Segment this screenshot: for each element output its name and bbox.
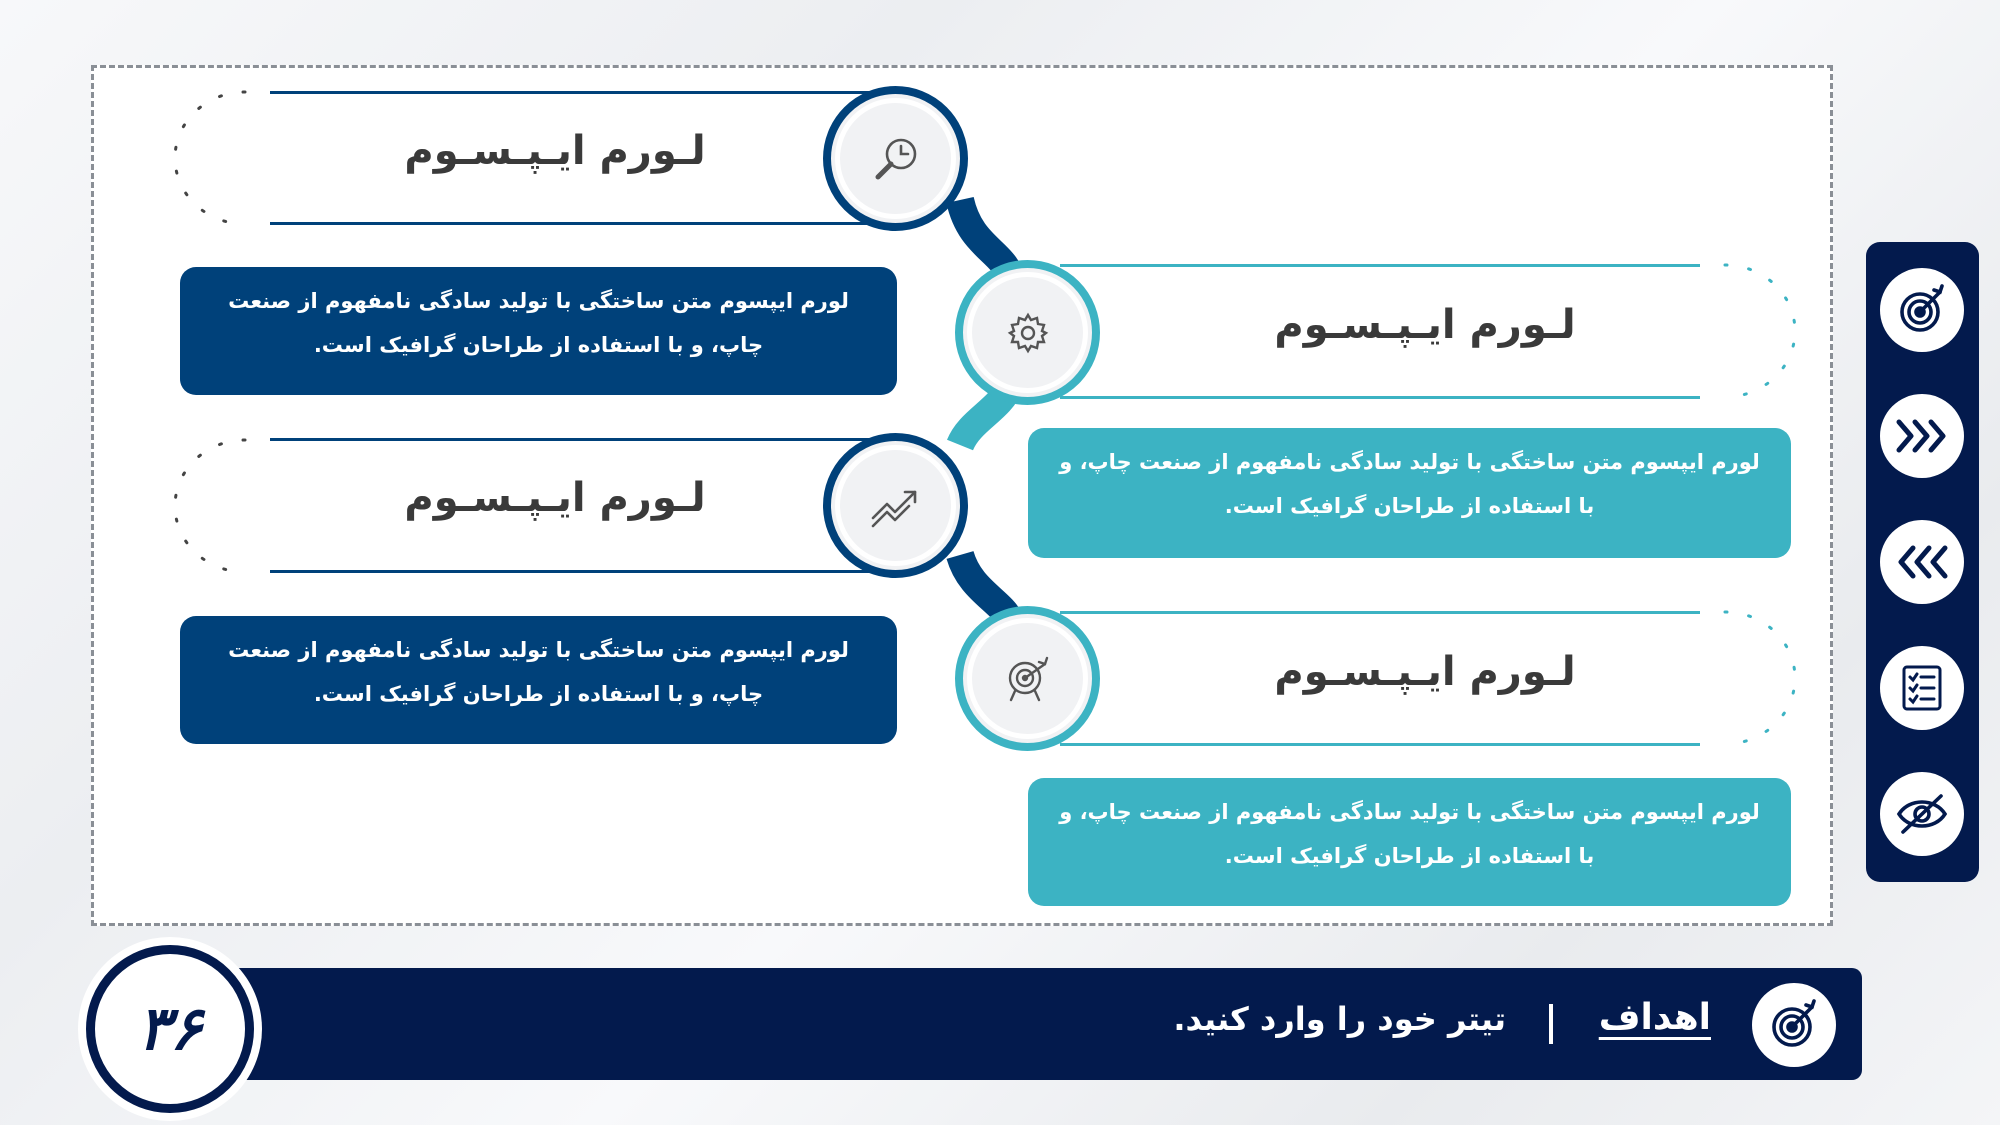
search-clock-icon — [870, 133, 922, 185]
item-3-icon-circle — [823, 433, 968, 578]
item-2-top-line — [1060, 264, 1700, 267]
sidebar-button-next[interactable] — [1880, 394, 1964, 478]
footer-separator — [1549, 1004, 1553, 1044]
eye-off-icon — [1895, 792, 1949, 836]
footer-section-link[interactable]: اهداف — [1598, 997, 1711, 1038]
item-2-bottom-line — [1060, 396, 1700, 399]
item-1-text: لورم ایپسوم متن ساختگی با تولید سادگی نامفهوم از صنعت چاپ، و با استفاده از طراحان گرافیک است. — [180, 267, 897, 395]
item-1-title: لـورم ایـپـسـوم — [404, 128, 706, 174]
page-number: ۳۶ — [137, 994, 203, 1064]
item-4-title: لـورم ایـپـسـوم — [1274, 649, 1576, 695]
item-2-text: لورم ایپسوم متن ساختگی با تولید سادگی نامفهوم از صنعت چاپ، و با استفاده از طراحان گرافیک است. — [1028, 428, 1791, 558]
sidebar-button-goals[interactable] — [1880, 268, 1964, 352]
item-4-bottom-line — [1060, 743, 1700, 746]
target-icon — [1003, 654, 1053, 704]
item-2-title: لـورم ایـپـسـوم — [1274, 302, 1576, 348]
target-arrow-icon — [1896, 284, 1948, 336]
sidebar-button-hide[interactable] — [1880, 772, 1964, 856]
item-4-icon-circle — [955, 606, 1100, 751]
trend-up-icon — [869, 484, 923, 528]
item-1-top-line — [270, 91, 870, 94]
gear-icon — [1006, 311, 1050, 355]
item-1-icon-circle — [823, 86, 968, 231]
sidebar-button-prev[interactable] — [1880, 520, 1964, 604]
page-number-badge — [86, 945, 254, 1113]
sidebar-button-list[interactable] — [1880, 646, 1964, 730]
checklist-icon — [1900, 663, 1944, 713]
item-2-icon-circle — [955, 260, 1100, 405]
item-3-text: لورم ایپسوم متن ساختگی با تولید سادگی نامفهوم از صنعت چاپ، و با استفاده از طراحان گرافیک است. — [180, 616, 897, 744]
target-arrow-icon — [1768, 999, 1820, 1051]
item-4-top-line — [1060, 611, 1700, 614]
item-4-text: لورم ایپسوم متن ساختگی با تولید سادگی نامفهوم از صنعت چاپ، و با استفاده از طراحان گرافیک است. — [1028, 778, 1791, 906]
chevrons-right-icon — [1895, 416, 1949, 456]
item-3-bottom-line — [270, 570, 870, 573]
chevrons-left-icon — [1895, 542, 1949, 582]
footer-goals-button[interactable] — [1752, 983, 1836, 1067]
footer-title: تیتر خود را وارد کنید. — [1173, 1000, 1506, 1038]
item-3-title: لـورم ایـپـسـوم — [404, 475, 706, 521]
item-3-top-line — [270, 438, 870, 441]
item-1-bottom-line — [270, 222, 870, 225]
